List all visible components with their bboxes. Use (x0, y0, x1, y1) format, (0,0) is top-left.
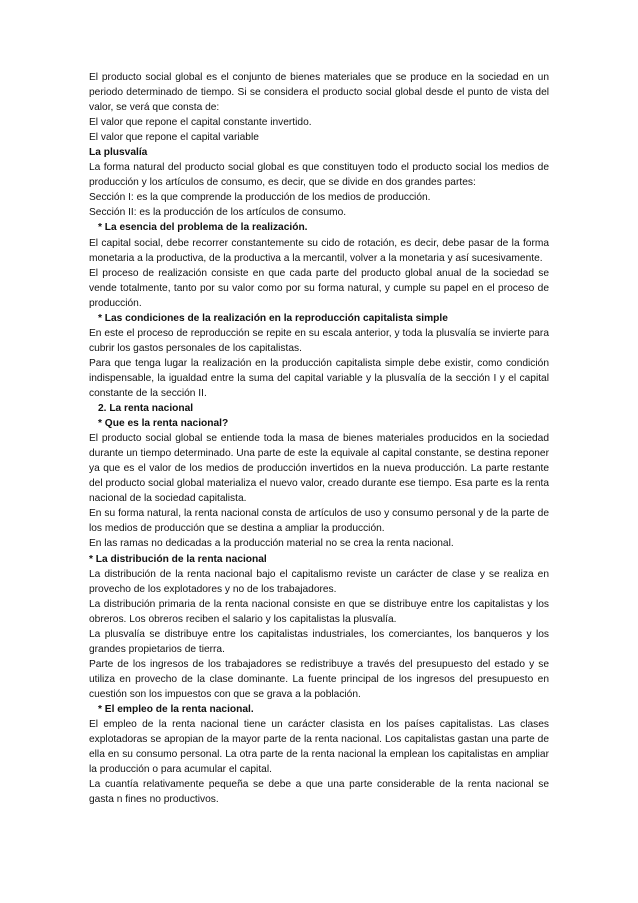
paragraph: La plusvalía se distribuye entre los capitalistas industriales, los comerciantes, los banqueros y los grandes propietarios de tierra. (89, 628, 549, 655)
paragraph: El valor que repone el capital variable (89, 132, 259, 144)
paragraph: En este el proceso de reproducción se repite en su escala anterior, y toda la plusvalía se invierte para cubrir los gastos personales de los capitalistas. (89, 327, 549, 354)
paragraph: El proceso de realización consiste en que cada parte del producto global anual de la sociedad se vende totalmente, tanto por su valor como por su forma natural, y cumple su papel en el proceso de producción. (89, 267, 549, 309)
section-heading: 2. La renta nacional (98, 403, 194, 415)
paragraph: En las ramas no dedicadas a la producción material no se crea la renta nacional. (89, 538, 454, 550)
paragraph: El valor que repone el capital constante invertido. (89, 117, 312, 129)
section-heading: * La esencia del problema de la realización. (98, 222, 308, 234)
paragraph: La distribución de la renta nacional bajo el capitalismo reviste un carácter de clase y se realiza en provecho de los explotadores y no de los trabajadores. (89, 568, 549, 595)
paragraph: El producto social global es el conjunto de bienes materiales que se produce en la sociedad en un periodo determinado de tiempo. Si se considera el producto social global desde el punto de vista del valor, se verá que consta de: (89, 72, 549, 114)
paragraph: La distribución primaria de la renta nacional consiste en que se distribuye entre los capitalistas y los obreros. Los obreros reciben el salario y los capitalistas la plusvalía. (89, 598, 549, 625)
paragraph: El producto social global se entiende toda la masa de bienes materiales producidos en la sociedad durante un tiempo determinado. Una parte de este la equivale al capital constante, se destina reponer ya que es el valor de los medios de producción invertidos en la nueva producción. La parte restante del producto social global materializa el nuevo valor, creado durante ese tiempo. Esa parte es la renta nacional de la sociedad capitalista. (89, 433, 549, 505)
section-heading: La plusvalía (89, 147, 148, 159)
paragraph: El capital social, debe recorrer constantemente su cido de rotación, es decir, debe pasar de la forma monetaria a la productiva, de la productiva a la mercantil, volver a la monetaria y así sucesivamente. (89, 237, 549, 264)
paragraph: En su forma natural, la renta nacional consta de artículos de uso y consumo personal y de la parte de los medios de producción que se destina a ampliar la producción. (89, 508, 549, 535)
section-heading: * La distribución de la renta nacional (89, 553, 267, 565)
section-heading: * El empleo de la renta nacional. (98, 703, 254, 715)
paragraph: La forma natural del producto social global es que constituyen todo el producto social los medios de producción y los artículos de consumo, es decir, que se divide en dos grandes partes: (89, 162, 549, 189)
paragraph: Para que tenga lugar la realización en la producción capitalista simple debe existir, como condición indispensable, la igualdad entre la suma del capital variable y la plusvalía de la sección I y el capital constante de la sección II. (89, 357, 549, 399)
document-page (89, 70, 549, 807)
paragraph: La cuantía relativamente pequeña se debe a que una parte considerable de la renta nacional se gasta n fines no productivos. (89, 779, 549, 806)
paragraph: El empleo de la renta nacional tiene un carácter clasista en los países capitalistas. Las clases explotadoras se apropian de la mayor parte de la renta nacional. Los capitalistas gastan una parte de ella en su consumo personal. La otra parte de la renta nacional la emplean los capitalistas en ampliar la producción o para acumular el capital. (89, 719, 549, 776)
paragraph: Sección II: es la producción de los artículos de consumo. (89, 207, 347, 219)
paragraph: Parte de los ingresos de los trabajadores se redistribuye a través del presupuesto del estado y se utiliza en provecho de la clase dominante. La fuente principal de los ingresos del presupuesto en cuestión son los impuestos con que se grava a la población. (89, 658, 549, 700)
paragraph: Sección I: es la que comprende la producción de los medios de producción. (89, 192, 431, 204)
section-heading: * Que es la renta nacional? (98, 418, 229, 430)
section-heading: * Las condiciones de la realización en la reproducción capitalista simple (98, 312, 448, 324)
